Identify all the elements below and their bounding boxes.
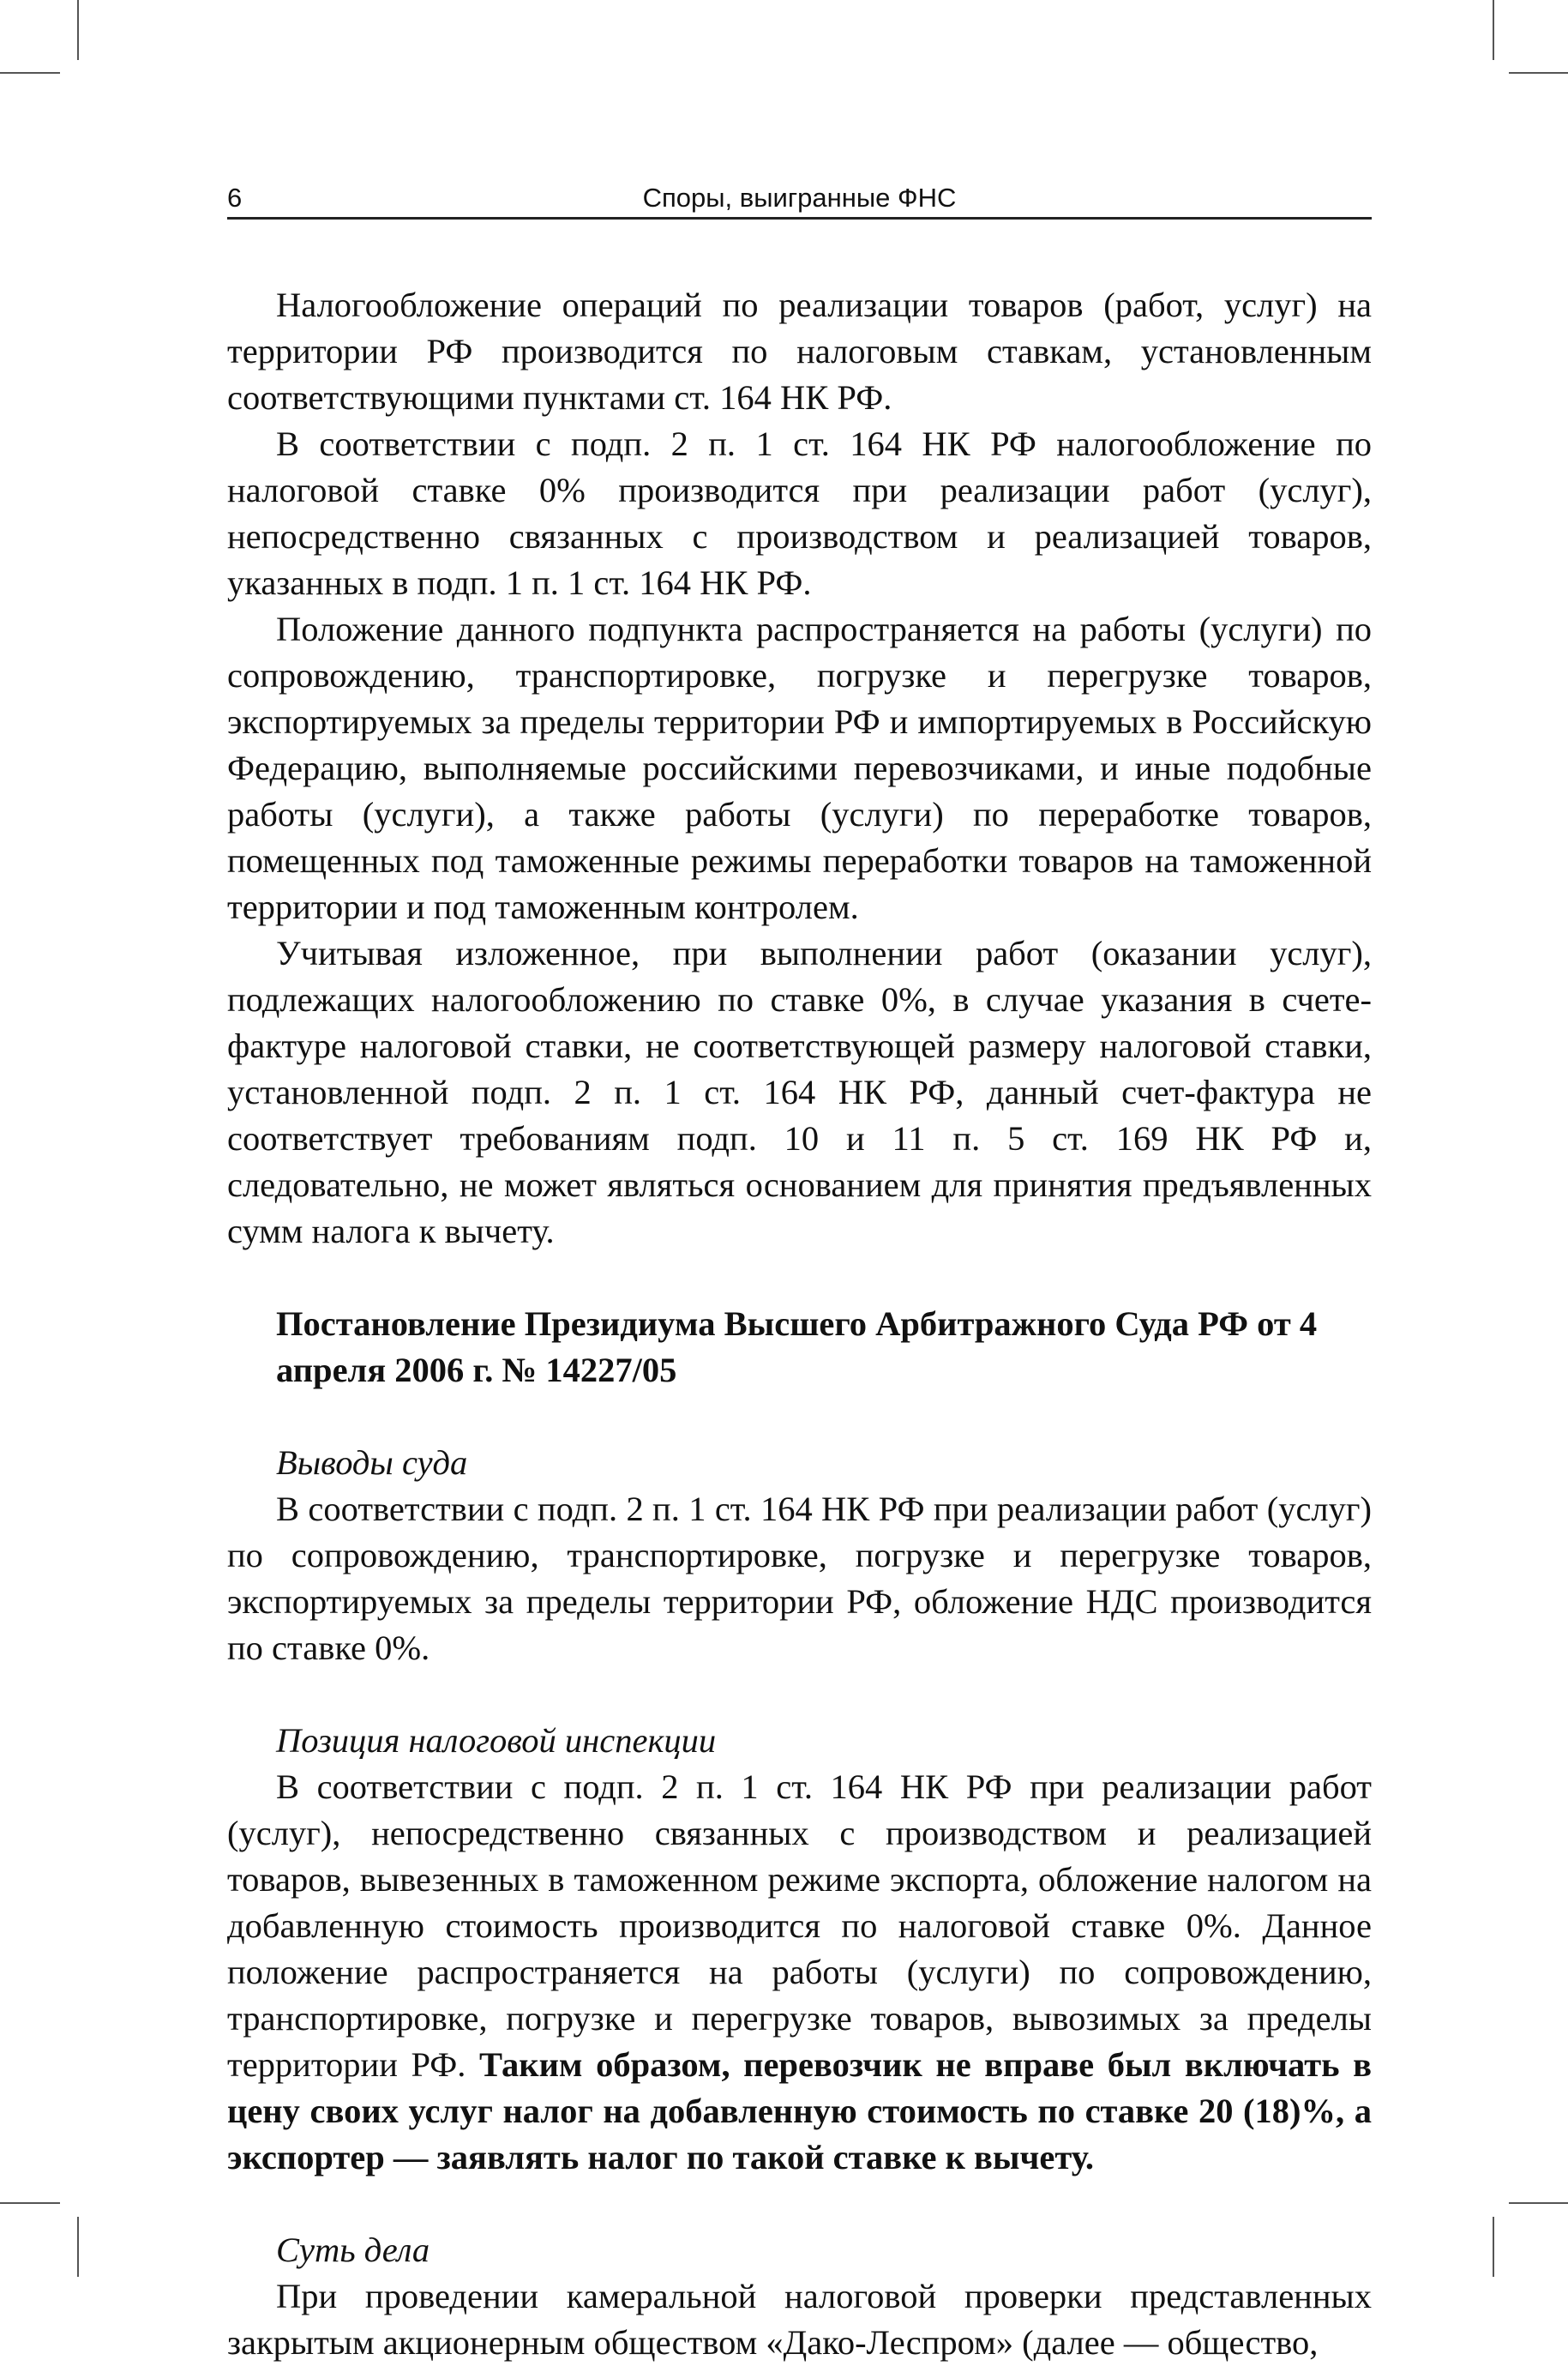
- crop-mark: [1493, 0, 1494, 60]
- page-body: [227, 282, 1372, 2366]
- subheading-inspection-position: Позиция налоговой инспекции: [276, 1721, 717, 1760]
- running-header: [227, 167, 1372, 212]
- subheading-case-essence: Суть дела: [276, 2231, 430, 2269]
- crop-mark: [0, 72, 60, 74]
- paragraph: При проведении камеральной налоговой проверки представленных закрытым акционерным обществом «Дако-Леспром» (далее — общество,: [227, 2277, 1372, 2362]
- paragraph: В соответствии с подп. 2 п. 1 ст. 164 НК РФ при реализации работ (услуг) по сопровождению, транспортировке, погрузке и перегрузке товаров, экспортируемых за пределы территории РФ, обложение НДС производится по ставке 0%.: [227, 1490, 1372, 1667]
- section-heading: Постановление Президиума Высшего Арбитражного Суда РФ от 4 апреля 2006 г. № 14227/05: [276, 1304, 1318, 1389]
- inspection-text: В соответствии с подп. 2 п. 1 ст. 164 НК РФ при реализации работ (услуг), непосредственно связанных с производством и реализацией товаров, вывезенных в таможенном режиме экспорта, обложение налогом на добавленную стоимость производится по налоговой ставке 0%. Данное положение распространяется на работы (услуги) по сопровождению, транспортировке, погрузке и перегрузке товаров, вывозимых за пределы территории РФ.: [227, 1767, 1372, 2084]
- paragraph: В соответствии с подп. 2 п. 1 ст. 164 НК РФ налогообложение по налоговой ставке 0% производится при реализации работ (услуг), непосредственно связанных с производством и реализацией товаров, указанных в подп. 1 п. 1 ст. 164 НК РФ.: [227, 424, 1372, 602]
- crop-mark: [1509, 2202, 1568, 2204]
- crop-mark: [1509, 72, 1568, 74]
- running-title: Споры, выигранные ФНС: [642, 183, 957, 213]
- crop-mark: [0, 2202, 60, 2204]
- subheading-court-conclusions: Выводы суда: [276, 1443, 468, 1482]
- crop-mark: [77, 0, 79, 60]
- document-page: [227, 167, 1372, 2366]
- crop-mark: [77, 2217, 79, 2277]
- page-number: 6: [227, 183, 243, 213]
- header-rule: [227, 217, 1372, 220]
- crop-mark: [1493, 2217, 1494, 2277]
- paragraph: [227, 1764, 1372, 2181]
- paragraph: Учитывая изложенное, при выполнении работ (оказании услуг), подлежащих налогообложению по ставке 0%, в случае указания в счете-фактуре налоговой ставки, не соответствующей размеру налоговой ставки, установленной подп. 2 п. 1 ст. 164 НК РФ, данный счет-фактура не соответствует требованиям подп. 10 и 11 п. 5 ст. 169 НК РФ и, следовательно, не может являться основанием для принятия предъявленных сумм налога к вычету.: [227, 934, 1372, 1250]
- paragraph: Налогообложение операций по реализации товаров (работ, услуг) на территории РФ производится по налоговым ставкам, установленным соответствующими пунктами ст. 164 НК РФ.: [227, 286, 1372, 417]
- inspection-bold-text: Таким образом, перевозчик не вправе был включать в цену своих услуг налог на добавленную стоимость по ставке 20 (18)%, а экспортер — заявлять налог по такой ставке к вычету.: [227, 2045, 1373, 2176]
- paragraph: Положение данного подпункта распространяется на работы (услуги) по сопровождению, транспортировке, погрузке и перегрузке товаров, экспортируемых за пределы территории РФ и импортируемых в Российскую Федерацию, выполняемые российскими перевозчиками, и иные подобные работы (услуги), а также работы (услуги) по переработке товаров, помещенных под таможенные режимы переработки товаров на таможенной территории и под таможенным контролем.: [227, 610, 1372, 926]
